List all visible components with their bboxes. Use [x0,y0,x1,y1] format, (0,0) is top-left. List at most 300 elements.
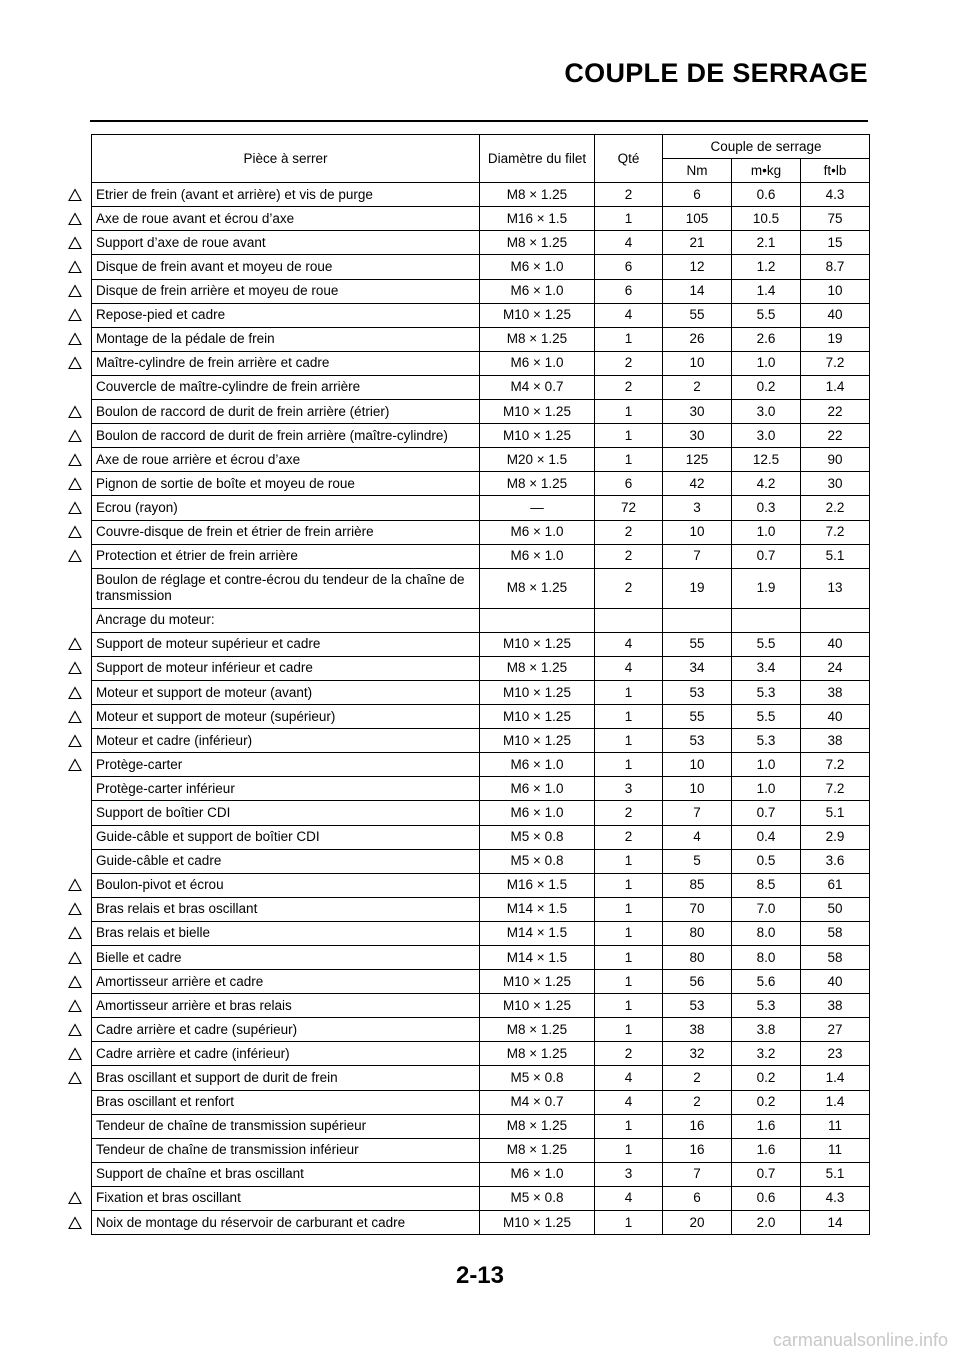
cell-part [92,448,480,472]
table-row [92,1018,870,1042]
cell-nm: 2 [663,1090,732,1114]
cell-thread: M16 × 1.5 [480,873,595,897]
cell-thread: M14 × 1.5 [480,946,595,970]
table-row [92,801,870,825]
cell-ftlb: 1.4 [801,1090,870,1114]
part-label: Guide-câble et support de boîtier CDI [96,829,320,845]
cell-ftlb: 5.1 [801,801,870,825]
cell-thread: M4 × 0.7 [480,375,595,399]
cell-thread: M6 × 1.0 [480,255,595,279]
warning-triangle-icon [68,1072,82,1085]
warning-triangle-icon [68,477,82,490]
part-label: Protège-carter [96,756,183,772]
cell-qty: 1 [595,873,663,897]
cell-qty: 1 [595,946,663,970]
table-row [92,207,870,231]
cell-nm: 38 [663,1018,732,1042]
cell-ftlb: 2.9 [801,825,870,849]
header-nm: Nm [663,159,732,183]
cell-qty: 6 [595,279,663,303]
cell-part [92,897,480,921]
table-row [92,1042,870,1066]
cell-part [92,994,480,1018]
warning-triangle-icon [68,638,82,651]
cell-ftlb: 40 [801,970,870,994]
part-label: Noix de montage du réservoir de carburant et cadre [96,1214,406,1230]
cell-mkg: 1.0 [732,520,801,544]
cell-nm: 4 [663,825,732,849]
part-label: Guide-câble et cadre [96,853,222,869]
cell-qty: 4 [595,1066,663,1090]
cell-qty: 1 [595,705,663,729]
warning-triangle-icon [68,999,82,1012]
cell-ftlb: 22 [801,424,870,448]
cell-mkg: 8.0 [732,946,801,970]
cell-thread: M6 × 1.0 [480,351,595,375]
part-label: Axe de roue arrière et écrou d’axe [96,451,301,467]
warning-triangle-icon [68,710,82,723]
table-row [92,255,870,279]
cell-nm: 2 [663,1066,732,1090]
cell-mkg: 12.5 [732,448,801,472]
cell-qty: 1 [595,327,663,351]
part-label: Moteur et cadre (inférieur) [96,732,253,748]
cell-nm: 6 [663,183,732,207]
cell-qty: 2 [595,825,663,849]
cell-ftlb: 61 [801,873,870,897]
cell-qty: 1 [595,849,663,873]
part-label: Boulon de raccord de durit de frein arrière (étrier) [96,403,390,419]
cell-nm: 10 [663,351,732,375]
table-row [92,400,870,424]
cell-qty: 1 [595,921,663,945]
warning-triangle-icon [68,236,82,249]
cell-qty: 3 [595,777,663,801]
cell-nm: 26 [663,327,732,351]
cell-nm: 56 [663,970,732,994]
cell-ftlb: 1.4 [801,375,870,399]
part-label: Axe de roue avant et écrou d’axe [96,210,295,226]
part-label: Couvercle de maître-cylindre de frein arrière [96,379,361,395]
cell-part [92,1138,480,1162]
cell-qty: 2 [595,351,663,375]
cell-part [92,496,480,520]
cell-part [92,303,480,327]
cell-thread: M8 × 1.25 [480,568,595,608]
part-label: Bras relais et bielle [96,925,211,941]
warning-triangle-icon [68,758,82,771]
cell-ftlb: 7.2 [801,777,870,801]
cell-nm: 20 [663,1211,732,1235]
cell-mkg: 1.6 [732,1138,801,1162]
cell-thread: M5 × 0.8 [480,1186,595,1210]
cell-thread: M8 × 1.25 [480,1138,595,1162]
cell-qty: 4 [595,231,663,255]
cell-qty: 6 [595,255,663,279]
table-row [92,424,870,448]
cell-mkg: 0.7 [732,801,801,825]
cell-mkg: 4.2 [732,472,801,496]
cell-mkg: 0.6 [732,183,801,207]
table-row [92,897,870,921]
cell-thread: M6 × 1.0 [480,544,595,568]
cell-ftlb: 38 [801,680,870,704]
part-label: Ancrage du moteur: [96,612,215,628]
table-row [92,448,870,472]
cell-nm: 53 [663,729,732,753]
table-row [92,231,870,255]
cell-nm: 5 [663,849,732,873]
cell-mkg: 8.0 [732,921,801,945]
cell-nm: 7 [663,801,732,825]
cell-mkg: 2.0 [732,1211,801,1235]
cell-mkg: 5.6 [732,970,801,994]
cell-nm: 80 [663,946,732,970]
part-label: Disque de frein avant et moyeu de roue [96,259,333,275]
cell-ftlb: 90 [801,448,870,472]
cell-ftlb: 58 [801,946,870,970]
cell-qty: 2 [595,544,663,568]
page-title: COUPLE DE SERRAGE [564,58,868,88]
warning-triangle-icon [68,1047,82,1060]
cell-ftlb: 38 [801,994,870,1018]
cell-part [92,568,480,608]
cell-mkg: 5.5 [732,632,801,656]
cell-part [92,1090,480,1114]
cell-part [92,970,480,994]
cell-qty: 1 [595,1138,663,1162]
cell-ftlb: 1.4 [801,1066,870,1090]
cell-mkg: 5.3 [732,729,801,753]
cell-qty: 1 [595,680,663,704]
cell-thread: M10 × 1.25 [480,424,595,448]
cell-mkg: 5.5 [732,303,801,327]
title-rule [90,120,868,122]
cell-qty: 3 [595,1162,663,1186]
cell-qty: 1 [595,448,663,472]
cell-nm: 53 [663,680,732,704]
cell-ftlb: 7.2 [801,753,870,777]
cell-qty: 4 [595,656,663,680]
cell-qty: 6 [595,472,663,496]
part-label: Repose-pied et cadre [96,307,226,323]
cell-ftlb: 13 [801,568,870,608]
cell-thread: M10 × 1.25 [480,632,595,656]
cell-nm: 125 [663,448,732,472]
cell-nm: 55 [663,705,732,729]
cell-qty: 1 [595,1211,663,1235]
cell-nm: 7 [663,544,732,568]
cell-part [92,327,480,351]
part-label: Boulon de raccord de durit de frein arrière (maître-cylindre) [96,427,448,443]
cell-part [92,801,480,825]
warning-triangle-icon [68,662,82,675]
table-row [92,753,870,777]
cell-thread: M6 × 1.0 [480,1162,595,1186]
cell-ftlb: 7.2 [801,520,870,544]
cell-part [92,1211,480,1235]
cell-nm: 16 [663,1114,732,1138]
cell-ftlb: 5.1 [801,544,870,568]
part-label: Ecrou (rayon) [96,499,178,515]
header-thread: Diamètre du filet [480,135,595,183]
cell-thread: M8 × 1.25 [480,327,595,351]
cell-ftlb: 5.1 [801,1162,870,1186]
table-row [92,351,870,375]
cell-mkg: 0.7 [732,544,801,568]
part-label: Maître-cylindre de frein arrière et cadre [96,355,330,371]
cell-ftlb: 15 [801,231,870,255]
cell-qty: 2 [595,375,663,399]
warning-triangle-icon [68,975,82,988]
cell-ftlb: 40 [801,632,870,656]
table-row [92,1186,870,1210]
warning-triangle-icon [68,686,82,699]
cell-part [92,544,480,568]
cell-ftlb: 27 [801,1018,870,1042]
cell-nm: 53 [663,994,732,1018]
cell-ftlb: 14 [801,1211,870,1235]
part-label: Support d’axe de roue avant [96,234,266,250]
warning-triangle-icon [68,212,82,225]
cell-mkg: 5.3 [732,994,801,1018]
cell-part [92,1066,480,1090]
cell-mkg: 3.0 [732,424,801,448]
cell-thread: M10 × 1.25 [480,994,595,1018]
cell-qty: 1 [595,970,663,994]
part-label: Bras oscillant et support de durit de frein [96,1070,338,1086]
cell-ftlb: 40 [801,303,870,327]
cell-mkg: 1.6 [732,1114,801,1138]
cell-thread: M10 × 1.25 [480,1211,595,1235]
part-label: Amortisseur arrière et cadre [96,973,264,989]
cell-part [92,1186,480,1210]
cell-part [92,921,480,945]
cell-qty [595,608,663,632]
cell-part [92,1162,480,1186]
cell-nm: 14 [663,279,732,303]
cell-thread: M10 × 1.25 [480,400,595,424]
cell-qty: 2 [595,183,663,207]
table-row [92,520,870,544]
table-row [92,496,870,520]
cell-qty: 2 [595,1042,663,1066]
cell-mkg: 0.2 [732,1090,801,1114]
cell-mkg: 2.6 [732,327,801,351]
part-label: Support de moteur supérieur et cadre [96,636,321,652]
warning-triangle-icon [68,1216,82,1229]
cell-nm: 7 [663,1162,732,1186]
cell-qty: 1 [595,207,663,231]
cell-qty: 1 [595,994,663,1018]
part-label: Tendeur de chaîne de transmission supérieur [96,1118,367,1134]
part-label: Moteur et support de moteur (avant) [96,684,313,700]
table-row [92,375,870,399]
cell-ftlb: 4.3 [801,1186,870,1210]
table-row [92,279,870,303]
cell-qty: 4 [595,1186,663,1210]
cell-thread: M10 × 1.25 [480,970,595,994]
cell-mkg: 3.0 [732,400,801,424]
table-row [92,568,870,608]
cell-part [92,1042,480,1066]
cell-mkg: 7.0 [732,897,801,921]
cell-mkg: 0.4 [732,825,801,849]
cell-part [92,825,480,849]
warning-triangle-icon [68,1192,82,1205]
warning-triangle-icon [68,309,82,322]
cell-part [92,351,480,375]
cell-nm: 16 [663,1138,732,1162]
cell-mkg: 1.9 [732,568,801,608]
cell-ftlb: 40 [801,705,870,729]
table-row [92,183,870,207]
cell-nm: 10 [663,753,732,777]
cell-thread: M8 × 1.25 [480,472,595,496]
cell-thread: M5 × 0.8 [480,1066,595,1090]
table-row [92,680,870,704]
cell-mkg: 2.1 [732,231,801,255]
part-label: Tendeur de chaîne de transmission inférieur [96,1142,359,1158]
warning-triangle-icon [68,453,82,466]
cell-ftlb: 10 [801,279,870,303]
cell-mkg: 0.5 [732,849,801,873]
part-label: Protection et étrier de frein arrière [96,548,298,564]
table-row [92,994,870,1018]
cell-ftlb: 19 [801,327,870,351]
cell-mkg: 5.3 [732,680,801,704]
cell-part [92,183,480,207]
cell-mkg: 0.2 [732,375,801,399]
cell-ftlb: 11 [801,1138,870,1162]
cell-part [92,520,480,544]
table-row [92,1090,870,1114]
warning-triangle-icon [68,951,82,964]
header-mkg: m•kg [732,159,801,183]
header-torque: Couple de serrage [663,135,870,159]
cell-qty: 4 [595,1090,663,1114]
part-label: Boulon-pivot et écrou [96,877,224,893]
cell-thread: M20 × 1.5 [480,448,595,472]
cell-part [92,946,480,970]
cell-part [92,1114,480,1138]
cell-part [92,608,480,632]
table-row [92,825,870,849]
warning-triangle-icon [68,405,82,418]
part-label: Montage de la pédale de frein [96,331,275,347]
cell-part [92,729,480,753]
cell-qty: 1 [595,424,663,448]
cell-mkg: 1.0 [732,351,801,375]
cell-nm: 105 [663,207,732,231]
table-row [92,632,870,656]
cell-nm: 19 [663,568,732,608]
cell-ftlb: 8.7 [801,255,870,279]
cell-nm: 10 [663,777,732,801]
cell-thread: M8 × 1.25 [480,183,595,207]
warning-triangle-icon [68,927,82,940]
table-row [92,656,870,680]
cell-qty: 4 [595,632,663,656]
cell-qty: 1 [595,753,663,777]
table-row [92,849,870,873]
cell-mkg: 5.5 [732,705,801,729]
cell-nm: 85 [663,873,732,897]
cell-mkg: 1.2 [732,255,801,279]
part-label: Cadre arrière et cadre (supérieur) [96,1021,298,1037]
cell-thread: M5 × 0.8 [480,825,595,849]
cell-nm: 80 [663,921,732,945]
cell-ftlb: 2.2 [801,496,870,520]
cell-part [92,207,480,231]
cell-part [92,632,480,656]
cell-part [92,705,480,729]
part-label: Support de chaîne et bras oscillant [96,1166,304,1182]
cell-nm: 2 [663,375,732,399]
header-ftlb: ft•lb [801,159,870,183]
cell-nm: 6 [663,1186,732,1210]
cell-qty: 1 [595,897,663,921]
part-label: Boulon de réglage et contre-écrou du tendeur de la chaîne de transmission [96,572,465,604]
page-number: 2-13 [455,1262,505,1289]
cell-nm: 12 [663,255,732,279]
cell-thread: M6 × 1.0 [480,801,595,825]
cell-thread: M10 × 1.25 [480,303,595,327]
cell-mkg: 0.2 [732,1066,801,1090]
cell-thread: M5 × 0.8 [480,849,595,873]
table-row [92,327,870,351]
table-row [92,1066,870,1090]
warning-triangle-icon [68,188,82,201]
cell-mkg: 8.5 [732,873,801,897]
cell-part [92,849,480,873]
cell-thread: M8 × 1.25 [480,1114,595,1138]
table-row [92,729,870,753]
table-row [92,873,870,897]
part-label: Bielle et cadre [96,949,182,965]
warning-triangle-icon [68,429,82,442]
cell-part [92,231,480,255]
cell-ftlb: 22 [801,400,870,424]
cell-nm: 10 [663,520,732,544]
cell-thread: M6 × 1.0 [480,279,595,303]
table-row [92,1114,870,1138]
table-row [92,777,870,801]
warning-triangle-icon [68,357,82,370]
cell-thread: M10 × 1.25 [480,680,595,704]
cell-qty: 1 [595,1114,663,1138]
header-part: Pièce à serrer [92,135,480,183]
part-label: Protège-carter inférieur [96,780,235,796]
cell-nm: 42 [663,472,732,496]
table-row [92,946,870,970]
cell-nm: 55 [663,632,732,656]
header-qty: Qté [595,135,663,183]
table-row [92,970,870,994]
cell-thread: M8 × 1.25 [480,1042,595,1066]
cell-thread: — [480,496,595,520]
table-row [92,544,870,568]
table-row [92,705,870,729]
cell-thread: M8 × 1.25 [480,231,595,255]
cell-ftlb: 75 [801,207,870,231]
cell-part [92,255,480,279]
table-row [92,303,870,327]
cell-mkg: 3.8 [732,1018,801,1042]
cell-nm: 3 [663,496,732,520]
cell-thread: M14 × 1.5 [480,921,595,945]
cell-mkg: 10.5 [732,207,801,231]
